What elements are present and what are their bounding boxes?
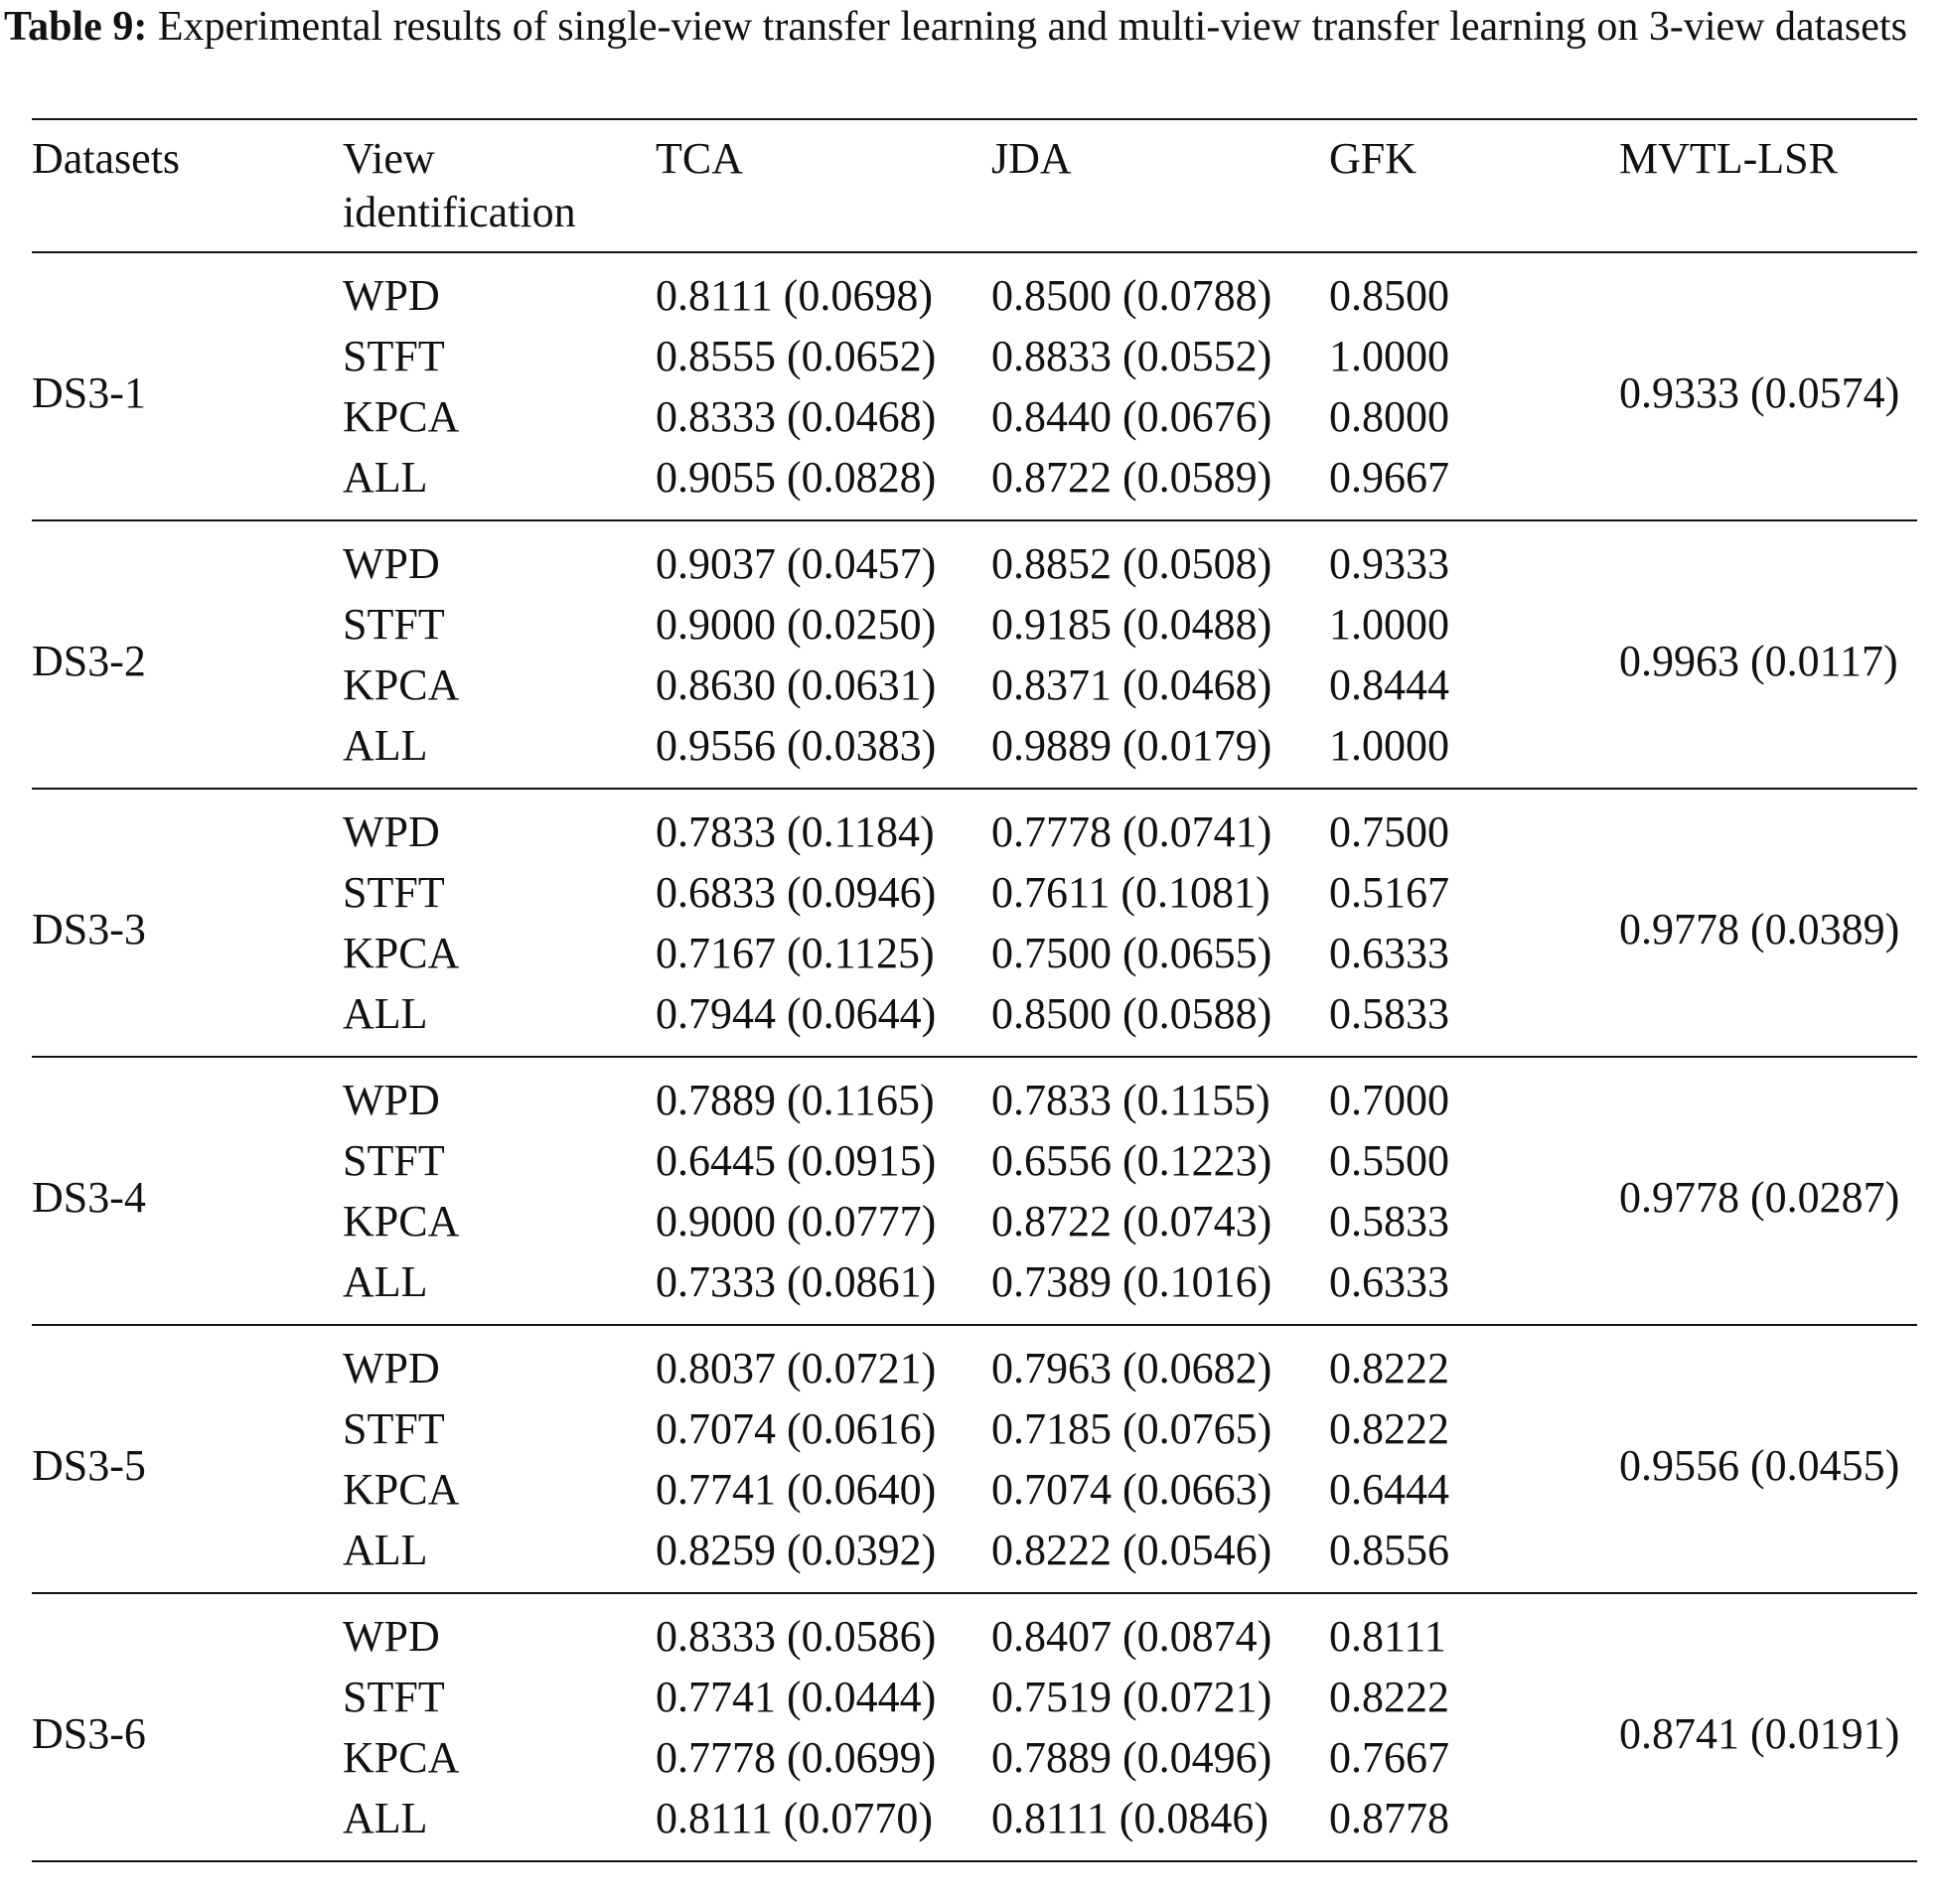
header-datasets: Datasets [32, 134, 181, 183]
table-caption [4, 0, 1937, 54]
jda-cell: 0.7889 (0.0496) [991, 1733, 1272, 1782]
view-cell: ALL [343, 1794, 428, 1842]
gfk-cell: 0.6333 [1329, 1257, 1449, 1306]
jda-cell: 0.7500 (0.0655) [991, 929, 1272, 977]
gfk-cell: 0.5500 [1329, 1136, 1449, 1185]
dataset-cell: DS3-1 [32, 367, 146, 417]
view-cell: ALL [343, 1526, 428, 1574]
header-jda: JDA [991, 134, 1072, 183]
table-row [32, 252, 1917, 326]
gfk-cell-best: 0.8778 [1329, 1794, 1449, 1842]
tca-cell: 0.8333 (0.0468) [656, 392, 937, 441]
tca-cell: 0.8333 (0.0586) [656, 1612, 937, 1661]
gfk-cell: 0.8222 [1329, 1404, 1449, 1453]
view-cell: STFT [343, 1136, 445, 1185]
view-cell: WPD [343, 1612, 440, 1661]
jda-cell: 0.8500 (0.0588) [991, 989, 1272, 1038]
jda-cell: 0.8833 (0.0552) [991, 332, 1272, 380]
gfk-cell: 0.9333 [1329, 539, 1449, 588]
jda-cell: 0.8371 (0.0468) [991, 660, 1272, 709]
caption-label: Table 9: [4, 4, 148, 50]
table-row [32, 1057, 1917, 1130]
tca-cell: 0.8037 (0.0721) [656, 1344, 937, 1392]
jda-cell: 0.7833 (0.1155) [991, 1076, 1270, 1124]
tca-cell: 0.9037 (0.0457) [656, 539, 937, 588]
gfk-cell-best: 1.0000 [1329, 332, 1449, 380]
view-cell: KPCA [343, 392, 460, 441]
gfk-cell: 0.6333 [1329, 929, 1449, 977]
tca-cell: 0.7778 (0.0699) [656, 1733, 937, 1782]
gfk-cell: 0.7500 [1329, 807, 1449, 856]
view-cell: STFT [343, 868, 445, 917]
gfk-cell: 0.8556 [1329, 1526, 1449, 1574]
view-cell: STFT [343, 332, 445, 380]
jda-cell: 0.7185 (0.0765) [991, 1404, 1272, 1453]
view-cell: ALL [343, 1257, 428, 1306]
tca-cell: 0.7167 (0.1125) [656, 929, 935, 977]
table-row [32, 789, 1917, 862]
jda-cell: 0.8222 (0.0546) [991, 1526, 1272, 1574]
tca-cell: 0.8630 (0.0631) [656, 660, 937, 709]
table-row [32, 1325, 1917, 1398]
tca-cell: 0.9556 (0.0383) [656, 721, 937, 770]
gfk-cell: 0.7000 [1329, 1076, 1449, 1124]
tca-cell: 0.7944 (0.0644) [656, 989, 937, 1038]
tca-cell: 0.8259 (0.0392) [656, 1526, 937, 1574]
view-cell: WPD [343, 1076, 440, 1124]
gfk-cell: 0.8111 [1329, 1612, 1446, 1661]
jda-cell: 0.7963 (0.0682) [991, 1344, 1272, 1392]
jda-cell: 0.7611 (0.1081) [991, 868, 1270, 917]
mvtl-cell: 0.9963 (0.0117) [1619, 636, 1898, 685]
tca-cell: 0.9000 (0.0250) [656, 600, 937, 649]
jda-cell: 0.8722 (0.0589) [991, 453, 1272, 502]
tca-cell: 0.8111 (0.0770) [656, 1794, 934, 1842]
dataset-group-ds3-5 [32, 1325, 1917, 1593]
gfk-cell: 0.6444 [1329, 1465, 1449, 1514]
tca-cell: 0.7833 (0.1184) [656, 807, 935, 856]
mvtl-cell: 0.8741 (0.0191) [1619, 1708, 1900, 1758]
view-cell: KPCA [343, 1197, 460, 1245]
gfk-cell-best: 1.0000 [1329, 600, 1449, 649]
tca-cell: 0.7741 (0.0444) [656, 1673, 937, 1721]
mvtl-cell-best: 0.9778 (0.0287) [1619, 1172, 1900, 1222]
dataset-cell: DS3-5 [32, 1440, 146, 1490]
jda-cell: 0.8852 (0.0508) [991, 539, 1272, 588]
dataset-cell: DS3-6 [32, 1708, 146, 1758]
jda-cell: 0.8407 (0.0874) [991, 1612, 1272, 1661]
dataset-group-ds3-1 [32, 252, 1917, 520]
view-cell: KPCA [343, 660, 460, 709]
gfk-cell: 0.8500 [1329, 271, 1449, 320]
jda-cell: 0.7389 (0.1016) [991, 1257, 1272, 1306]
tca-cell: 0.8555 (0.0652) [656, 332, 937, 380]
gfk-cell: 0.8222 [1329, 1344, 1449, 1392]
tca-cell: 0.6445 (0.0915) [656, 1136, 937, 1185]
view-cell: WPD [343, 271, 440, 320]
tca-cell: 0.9055 (0.0828) [656, 453, 937, 502]
view-cell: WPD [343, 1344, 440, 1392]
mvtl-cell-best: 0.9778 (0.0389) [1619, 904, 1900, 953]
tca-cell: 0.7333 (0.0861) [656, 1257, 937, 1306]
tca-cell: 0.6833 (0.0946) [656, 868, 937, 917]
gfk-cell: 0.5833 [1329, 989, 1449, 1038]
view-cell: WPD [343, 539, 440, 588]
tca-cell: 0.7741 (0.0640) [656, 1465, 937, 1514]
gfk-cell: 0.8000 [1329, 392, 1449, 441]
view-cell: KPCA [343, 929, 460, 977]
view-cell: ALL [343, 989, 428, 1038]
jda-cell: 0.8111 (0.0846) [991, 1794, 1269, 1842]
gfk-cell: 0.9667 [1329, 453, 1449, 502]
jda-cell: 0.8722 (0.0743) [991, 1197, 1272, 1245]
dataset-cell: DS3-4 [32, 1172, 146, 1222]
dataset-group-ds3-6 [32, 1593, 1917, 1861]
gfk-cell-best: 1.0000 [1329, 721, 1449, 770]
view-cell: WPD [343, 807, 440, 856]
tca-cell: 0.9000 (0.0777) [656, 1197, 937, 1245]
jda-cell: 0.7519 (0.0721) [991, 1673, 1272, 1721]
jda-cell: 0.8440 (0.0676) [991, 392, 1272, 441]
header-tca: TCA [656, 134, 743, 183]
view-cell: ALL [343, 453, 428, 502]
jda-cell: 0.6556 (0.1223) [991, 1136, 1272, 1185]
tca-cell: 0.7889 (0.1165) [656, 1076, 935, 1124]
results-table [32, 118, 1917, 1862]
gfk-cell: 0.5167 [1329, 868, 1449, 917]
table-row [32, 520, 1917, 594]
gfk-cell: 0.7667 [1329, 1733, 1449, 1782]
dataset-cell: DS3-2 [32, 636, 146, 685]
mvtl-cell: 0.9333 (0.0574) [1619, 367, 1900, 417]
caption-text: Experimental results of single-view transfer learning and multi-view transfer learning on 3-view datasets [157, 4, 1907, 50]
jda-cell: 0.7778 (0.0741) [991, 807, 1272, 856]
gfk-cell: 0.8222 [1329, 1673, 1449, 1721]
dataset-group-ds3-3 [32, 789, 1917, 1057]
view-cell: STFT [343, 1404, 445, 1453]
view-cell: KPCA [343, 1733, 460, 1782]
dataset-group-ds3-4 [32, 1057, 1917, 1325]
header-mvtl-lsr: MVTL-LSR [1619, 134, 1838, 183]
view-cell: ALL [343, 721, 428, 770]
header-view-line1: View [343, 134, 435, 183]
header-gfk: GFK [1329, 134, 1418, 183]
jda-cell: 0.9185 (0.0488) [991, 600, 1272, 649]
mvtl-cell-best: 0.9556 (0.0455) [1619, 1440, 1900, 1490]
header-row [32, 119, 1917, 252]
jda-cell: 0.9889 (0.0179) [991, 721, 1272, 770]
dataset-cell: DS3-3 [32, 904, 146, 953]
tca-cell: 0.8111 (0.0698) [656, 271, 934, 320]
header-view-line2: identification [343, 188, 576, 236]
view-cell: KPCA [343, 1465, 460, 1514]
gfk-cell: 0.5833 [1329, 1197, 1449, 1245]
header-view-identification [343, 119, 656, 252]
jda-cell: 0.8500 (0.0788) [991, 271, 1272, 320]
view-cell: STFT [343, 600, 445, 649]
tca-cell: 0.7074 (0.0616) [656, 1404, 937, 1453]
view-cell: STFT [343, 1673, 445, 1721]
dataset-group-ds3-2 [32, 520, 1917, 789]
gfk-cell: 0.8444 [1329, 660, 1449, 709]
table-row [32, 1593, 1917, 1667]
jda-cell: 0.7074 (0.0663) [991, 1465, 1272, 1514]
